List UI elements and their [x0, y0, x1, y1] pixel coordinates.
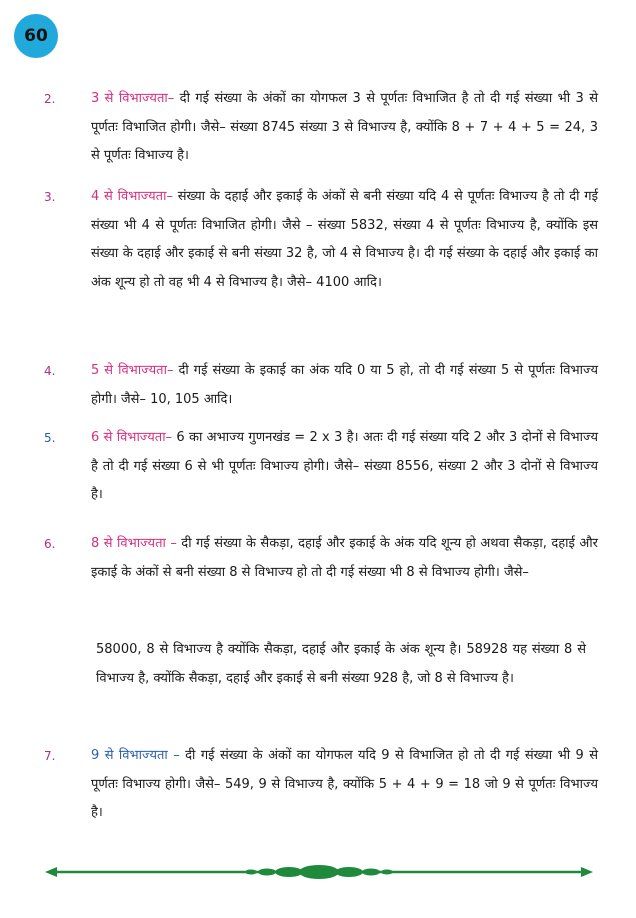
rule-heading: 3 से विभाज्यता–	[91, 91, 175, 106]
rule-body	[91, 424, 598, 510]
rule-text: 6 का अभाज्य गुणनखंड = 2 x 3 है। अतः दी गई संख्या यदि 2 और 3 दोनों से विभाज्य है तो दी गई संख्या 6 से भी पूर्णतः विभाज्य होगी। जैसे– संख्या 8556, संख्या 2 और 3 दोनों से विभाज्य है।	[91, 430, 598, 502]
rule-text: दी गई संख्या के अंकों का योगफल 3 से पूर्णतः विभाजित है तो दी गई संख्या भी 3 से पूर्णतः विभाजित होगी। जैसे– संख्या 8745 संख्या 3 से विभाज्य है, क्योंकि 8 + 7 + 4 + 5 = 24, 3 से पूर्णतः विभाज्य है।	[91, 91, 598, 163]
rule-number: 5.	[44, 431, 56, 445]
rule-text: दी गई संख्या के इकाई का अंक यदि 0 या 5 हो, तो दी गई संख्या 5 से पूर्णतः विभाज्य होगी। जैसे– 10, 105 आदि।	[91, 363, 599, 407]
rule-heading: 6 से विभाज्यता–	[91, 430, 173, 445]
rule-body	[91, 742, 598, 828]
rule-body	[91, 183, 598, 297]
rule-text: दी गई संख्या के सैकड़ा, दहाई और इकाई के अंक यदि शून्य हो अथवा सैकड़ा, दहाई और इकाई के अंकों से बनी संख्या 8 से विभाज्य हो तो दी गई संख्या भी 8 से विभाज्य होगी। जैसे–	[91, 536, 599, 580]
rule-heading: 8 से विभाज्यता –	[91, 536, 177, 551]
decorative-divider	[45, 860, 593, 884]
rule-text: संख्या के दहाई और इकाई के अंकों से बनी संख्या यदि 4 से पूर्णतः विभाज्य है तो दी गई संख्या भी 4 से पूर्णतः विभाजित होगी। जैसे – संख्या 5832, संख्या 4 से पूर्णतः विभाज्य है, क्योंकि इस संख्या के दहाई और इकाई से बनी संख्या 32 है, जो 4 से विभाज्य है। दी गई संख्या के दहाई और इकाई का अंक शून्य हो तो वह भी 4 से विभाज्य है। जैसे– 4100 आदि।	[91, 189, 598, 290]
rule-6-example: 58000, 8 से विभाज्य है क्योंकि सैकड़ा, दहाई और इकाई के अंक शून्य है। 58928 यह संख्या 8 से विभाज्य है, क्योंकि सैकड़ा, दहाई और इकाई से बनी संख्या 928 है, जो 8 से विभाज्य है।	[96, 642, 586, 686]
rule-number: 7.	[44, 749, 56, 763]
rule-number: 4.	[44, 364, 56, 378]
rule-heading: 9 से विभाज्यता –	[91, 748, 180, 763]
rule-heading: 4 से विभाज्यता–	[91, 189, 173, 204]
rule-number: 2.	[44, 92, 56, 106]
rule-number: 3.	[44, 190, 56, 204]
page-number: 60	[24, 26, 48, 46]
page-number-badge	[14, 14, 58, 58]
rule-body	[91, 530, 598, 587]
rule-body	[91, 85, 598, 171]
rule-heading: 5 से विभाज्यता–	[91, 363, 174, 378]
rule-text: दी गई संख्या के अंकों का योगफल यदि 9 से विभाजित हो तो दी गई संख्या भी 9 से पूर्णतः विभाज्य होगी। जैसे– 549, 9 से विभाज्य है, क्योंकि 5 + 4 + 9 = 18 जो 9 से पूर्णतः विभाज्य है।	[91, 748, 599, 820]
rule-body	[91, 357, 598, 414]
rule-number: 6.	[44, 537, 56, 551]
